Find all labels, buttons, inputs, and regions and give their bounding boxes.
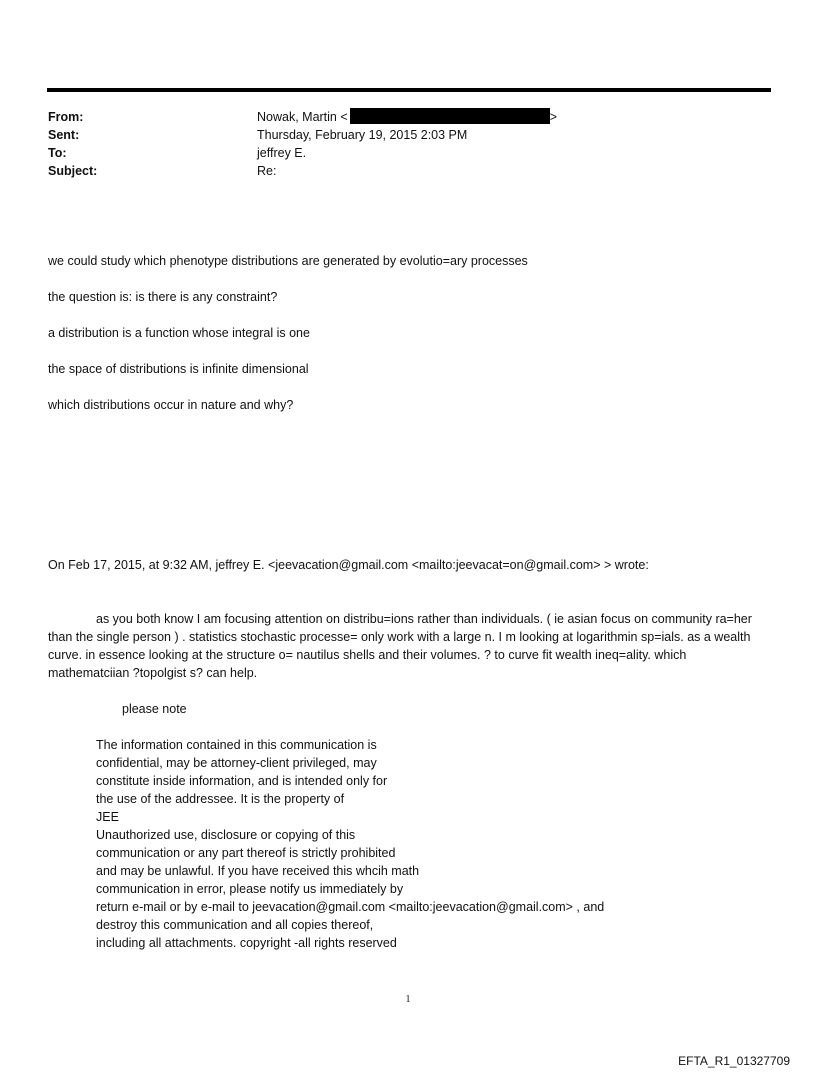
- notice-line: return e-mail or by e-mail to jeevacation@gmail.com <mailto:jeevacation@gmail.com> , and: [96, 900, 605, 914]
- from-close-bracket: >: [549, 110, 557, 124]
- confidentiality-notice: [96, 736, 604, 952]
- body-line: the space of distributions is infinite dimensional: [48, 362, 309, 376]
- page-number: 1: [405, 994, 411, 1005]
- notice-line: confidential, may be attorney-client privileged, may: [96, 756, 377, 770]
- body-line: which distributions occur in nature and why?: [48, 398, 294, 412]
- from-name: Nowak, Martin: [257, 110, 337, 124]
- sent-value: Thursday, February 19, 2015 2:03 PM: [257, 128, 468, 142]
- header-rule: [47, 88, 771, 92]
- notice-line: communication or any part thereof is strictly prohibited: [96, 846, 396, 860]
- bates-number: EFTA_R1_01327709: [678, 1054, 790, 1068]
- please-note: please note: [122, 702, 187, 716]
- notice-line: destroy this communication and all copies thereof,: [96, 918, 374, 932]
- notice-line: including all attachments. copyright -all rights reserved: [96, 936, 397, 950]
- from-value: [257, 108, 557, 126]
- sent-label: Sent:: [48, 128, 80, 142]
- notice-line: and may be unlawful. If you have received this whcih math: [96, 864, 420, 878]
- subject-label: Subject:: [48, 164, 98, 178]
- body-line: the question is: is there is any constraint?: [48, 290, 278, 304]
- notice-line: JEE: [96, 810, 119, 824]
- notice-line: communication in error, please notify us immediately by: [96, 882, 404, 896]
- quote-intro: On Feb 17, 2015, at 9:32 AM, jeffrey E. <jeevacation@gmail.com <mailto:jeevacat=on@gmail.com> > wrote:: [48, 558, 649, 572]
- to-value: jeffrey E.: [257, 146, 307, 160]
- body-line: a distribution is a function whose integral is one: [48, 326, 310, 340]
- subject-value: Re:: [257, 164, 277, 178]
- notice-line: constitute inside information, and is intended only for: [96, 774, 388, 788]
- notice-line: the use of the addressee. It is the property of: [96, 792, 345, 806]
- notice-line: The information contained in this communication is: [96, 738, 377, 752]
- notice-line: Unauthorized use, disclosure or copying of this: [96, 828, 356, 842]
- from-open-bracket: <: [340, 110, 348, 124]
- redaction-block: [350, 108, 550, 124]
- to-label: To:: [48, 146, 67, 160]
- body-line: we could study which phenotype distributions are generated by evolutio=ary processes: [48, 254, 528, 268]
- from-label: From:: [48, 110, 84, 124]
- quoted-message: as you both know I am focusing attention on distribu=ions rather than individuals. ( ie asian focus on community ra=her than the single person ) . statistics stochastic processe= only work with a large n. I m looking at logarithmin sp=ials. as a wealth curve. in essence looking at the structure o= nautilus shells and their volumes. ? to curve fit wealth ineq=ality. which mathematciian ?topolgist s? can help.: [48, 612, 752, 680]
